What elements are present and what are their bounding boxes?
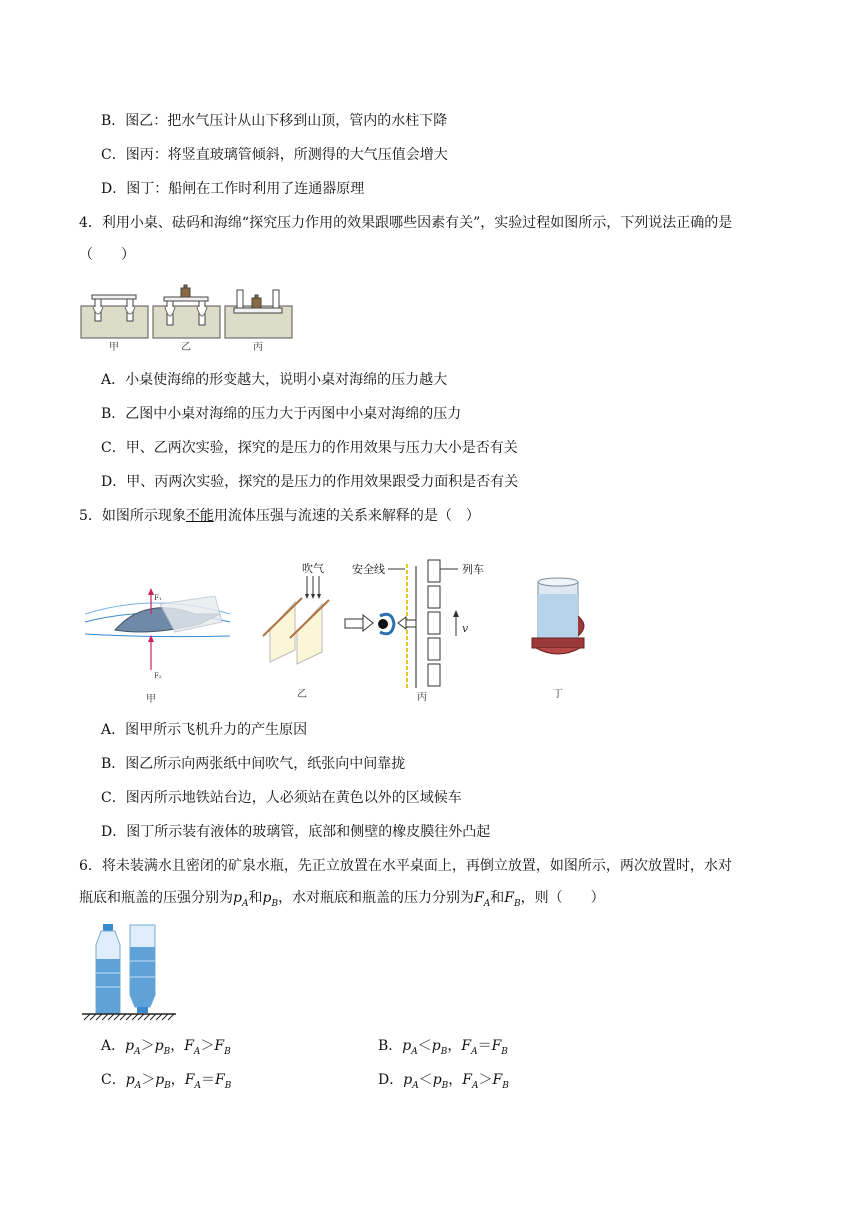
q4-stem-line1: 4．利用小桌、砝码和海绵“探究压力作用的效果跟哪些因素有关”，实验过程如图所示，下列说法正确的是 (79, 215, 733, 231)
q6-option-a: A．$p_A>p_B$，$F_A>F_B$ (101, 1038, 231, 1057)
q6-option-b: B．$p_A<p_B$，$F_A=F_B$ (378, 1038, 508, 1057)
q5-fig-velocity: v (462, 622, 469, 635)
q6-option-b-rel1: ＜ (417, 1038, 432, 1054)
q6-option-c-rel2: ＝ (201, 1072, 215, 1088)
q6-option-b-rel2: ＝ (477, 1038, 492, 1054)
q5-fig-label-bing: 丙 (417, 692, 427, 703)
q3-option-d: D．图丁：船闸在工作时利用了连通器原理 (101, 181, 365, 197)
q4-stem-line2: （ ） (79, 247, 135, 263)
q5-fig-label-yi: 乙 (297, 689, 307, 700)
q4-option-a: A．小桌使海绵的形变越大，说明小桌对海绵的压力越大 (101, 372, 448, 388)
q6-stem-text-d: 和 (490, 890, 505, 906)
q6-option-d-rel1: ＜ (418, 1072, 433, 1088)
q5-figure-fluid-pressure (80, 552, 600, 707)
q6-figure-bottles (80, 921, 180, 1021)
q6-stem-line1: 6．将未装满水且密闭的矿泉水瓶，先正立放置在水平桌面上，再倒立放置，如图所示，两次放置时，水对 (79, 858, 732, 874)
q5-fig-yi-papers (263, 561, 329, 700)
q6-option-c: C．$p_A>p_B$，$F_A=F_B$ (101, 1072, 232, 1091)
q6-stem-text-a: 瓶底和瓶盖的压强分别为 (79, 890, 233, 906)
q5-stem (79, 506, 480, 526)
q5-fig-label-ding: 丁 (553, 689, 563, 700)
q5-fig-blow: 吹气 (302, 562, 324, 575)
q5-fig-label-jia: 甲 (146, 694, 156, 705)
q6-stem-text-c: ，水对瓶底和瓶盖的压力分别为 (278, 890, 475, 906)
q5-stem-suffix: 用流体压强与流速的关系来解释的是（ ） (213, 508, 480, 524)
q6-stem-line2: 瓶底和瓶盖的压强分别为$p_A$和$p_B$，水对瓶底和瓶盖的压力分别为$F_A$和$F_B$，则（ ） (79, 890, 605, 909)
q6-option-c-rel1: ＞ (141, 1072, 156, 1088)
q5-option-c: C．图丙所示地铁站台边，人必须站在黄色以外的区域候车 (101, 790, 462, 806)
q6-option-d-rel2: ＞ (478, 1072, 493, 1088)
q4-option-b: B．乙图中小桌对海绵的压力大于丙图中小桌对海绵的压力 (101, 406, 462, 422)
q3-option-c: C．图丙：将竖直玻璃管倾斜，所测得的大气压值会增大 (101, 147, 448, 163)
q5-fig-train: 列车 (462, 563, 484, 576)
q6-option-c-letter: C． (101, 1072, 126, 1088)
q3-option-b: B．图乙：把水气压计从山下移到山顶，管内的水柱下降 (101, 113, 448, 129)
q6-option-b-letter: B． (378, 1038, 403, 1054)
q5-option-a: A．图甲所示飞机升力的产生原因 (101, 722, 308, 738)
q5-stem-underlined: 不能 (185, 508, 214, 524)
q4-fig-label-jia: 甲 (109, 342, 119, 353)
q4-fig-label-bing: 丙 (253, 342, 263, 353)
q4-fig-label-yi: 乙 (181, 342, 191, 353)
q6-option-a-rel1: ＞ (140, 1038, 155, 1054)
q6-stem-text-e: ，则（ ） (520, 890, 605, 906)
q5-fig-f2: F₂ (154, 672, 162, 680)
q5-stem-prefix: 5．如图所示现象 (79, 508, 186, 524)
q6-stem-text-b: 和 (248, 890, 263, 906)
q6-option-a-letter: A． (101, 1038, 126, 1054)
q5-option-b: B．图乙所示向两张纸中间吹气，纸张向中间靠拢 (101, 756, 406, 772)
q5-fig-bing-platform (345, 560, 484, 703)
q4-option-d: D．甲、丙两次实验，探究的是压力的作用效果跟受力面积是否有关 (101, 474, 519, 490)
q5-fig-jia-airfoil (85, 588, 230, 705)
q5-option-d: D．图丁所示装有液体的玻璃管，底部和侧壁的橡皮膜往外凸起 (101, 824, 491, 840)
q5-fig-ding-tube (532, 578, 584, 700)
q5-fig-f1: F₁ (154, 594, 162, 602)
q6-option-d: D．$p_A<p_B$，$F_A>F_B$ (378, 1072, 509, 1091)
q5-fig-safety-line: 安全线 (352, 563, 385, 576)
q6-option-a-rel2: ＞ (200, 1038, 215, 1054)
q6-option-d-letter: D． (378, 1072, 404, 1088)
q4-option-c: C．甲、乙两次实验，探究的是压力的作用效果与压力大小是否有关 (101, 440, 518, 456)
q4-figure-table-sponge (80, 283, 295, 355)
